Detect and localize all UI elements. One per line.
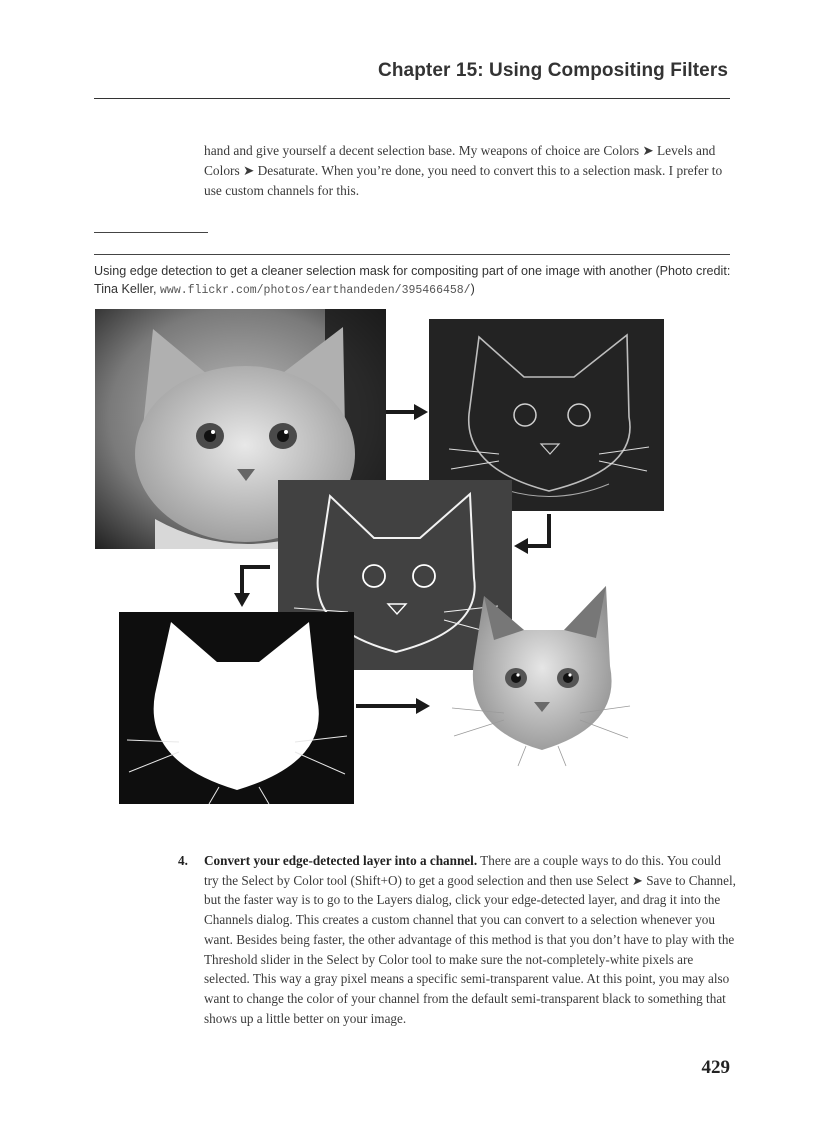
right-arrow-icon-2 (356, 698, 430, 714)
figure-top-rule (94, 254, 730, 255)
step-title: Convert your edge-detected layer into a channel. (204, 853, 478, 868)
right-arrow-icon (386, 404, 428, 420)
intro-paragraph: hand and give yourself a decent selection base. My weapons of choice are Colors ➤ Levels and Colors ➤ Desaturate. When you’re done, you need to convert this to a selection mask. I prefer to use custom channels for this. (204, 143, 723, 198)
step-text: There are a couple ways to do this. You could try the Select by Color tool (Shift+O) to get a good selection and then use Select ➤ Save to Channel, but the faster way is to go to the Layers dialog, click your edge-detected layer, and drag it into the Channels dialog. This creates a custom channel that you can convert to a selection whenever you want. Besides being faster, the other advantage of this method is that you don’t have to play with the Threshold slider in the Select by Color tool to make sure the not-completely-white pixels are selected. This way a gray pixel means a specific semi-transparent value. At this point, you may also want to change the color of your channel from the default semi-transparent black to something that shows up a little better on your image. (204, 853, 736, 1026)
step-body (204, 851, 738, 1028)
caption-end: ) (470, 282, 475, 296)
figure-caption (94, 262, 734, 300)
down-arrow-icon (234, 563, 274, 609)
header-rule (94, 98, 730, 99)
short-rule (94, 232, 208, 233)
caption-url: www.flickr.com/photos/earthandeden/395466458/ (160, 284, 471, 297)
chapter-title: Chapter 15: Using Compositing Filters (378, 60, 728, 81)
step-number: 4. (178, 853, 188, 868)
extracted-kitten-photo (446, 578, 636, 768)
caption-text: Using edge detection to get a cleaner selection mask for compositing part of one image with another (Photo credit: Tina Keller, (94, 264, 731, 296)
step-item (178, 851, 738, 1028)
down-left-arrow-icon (514, 514, 554, 554)
selection-mask-kitten-photo (119, 612, 354, 804)
page-number: 429 (701, 1057, 730, 1078)
